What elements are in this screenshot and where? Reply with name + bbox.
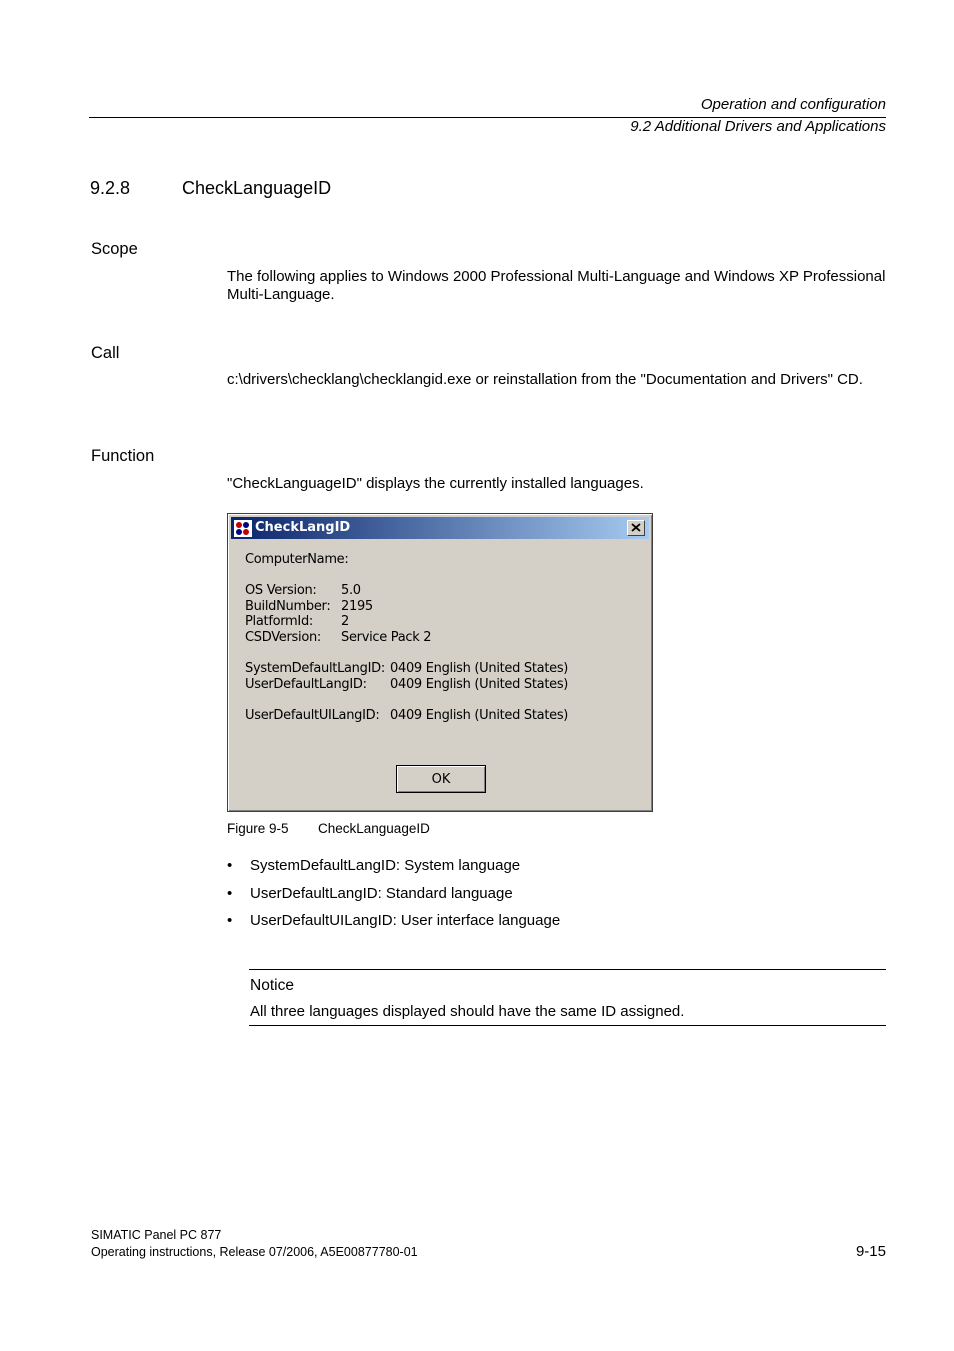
figure-number: Figure 9-5 [227,821,289,836]
notice-heading: Notice [250,977,294,994]
section-number: 9.2.8 [90,178,131,198]
notice-text: All three languages displayed should have the same ID assigned. [250,1003,685,1020]
scope-heading: Scope [91,240,138,258]
bullet-icon: • [227,912,233,929]
close-button[interactable] [627,520,645,536]
checklangid-dialog [227,513,653,812]
platform-id-value: 2 [341,614,349,629]
call-text: c:\drivers\checklang\checklangid.exe or reinstallation from the "Documentation and Drivers" CD. [227,371,863,388]
user-default-ui-langid-label: UserDefaultUILangID: [245,708,380,723]
app-icon [234,520,252,537]
running-header-section: 9.2 Additional Drivers and Applications [630,118,886,135]
close-icon [631,523,641,532]
system-default-langid-value: 0409 English (United States) [390,661,569,676]
csd-version-value: Service Pack 2 [341,630,432,645]
bullet-icon: • [227,885,233,902]
os-version-label: OS Version: [245,583,317,598]
system-default-langid-label: SystemDefaultLangID: [245,661,385,676]
function-heading: Function [91,447,155,465]
os-version-value: 5.0 [341,583,361,598]
build-number-value: 2195 [341,599,373,614]
csd-version-label: CSDVersion: [245,630,321,645]
bullet-icon: • [227,857,233,874]
ok-button[interactable]: OK [396,765,486,793]
running-header-chapter: Operation and configuration [700,96,886,113]
footer-product: SIMATIC Panel PC 877 [91,1228,222,1242]
section-title: CheckLanguageID [182,178,332,198]
user-default-ui-langid-value: 0409 English (United States) [390,708,569,723]
page-number: 9-15 [855,1243,886,1260]
user-default-langid-label: UserDefaultLangID: [245,677,367,692]
notice-bottom-rule [249,1025,886,1026]
dialog-title: CheckLangID [255,520,351,535]
build-number-label: BuildNumber: [245,599,331,614]
notice-top-rule [249,969,886,970]
scope-text: The following applies to Windows 2000 Professional Multi-Language and Windows XP Professional Multi-Language. [227,268,886,303]
platform-id-label: PlatformId: [245,614,313,629]
figure-title: CheckLanguageID [318,821,430,836]
footer-doc: Operating instructions, Release 07/2006, A5E00877780-01 [91,1245,418,1259]
user-default-langid-value: 0409 English (United States) [390,677,569,692]
call-heading: Call [91,344,120,362]
function-text: "CheckLanguageID" displays the currently installed languages. [227,475,644,492]
dialog-title-bar [231,517,649,539]
computer-name-label: ComputerName: [245,552,349,567]
